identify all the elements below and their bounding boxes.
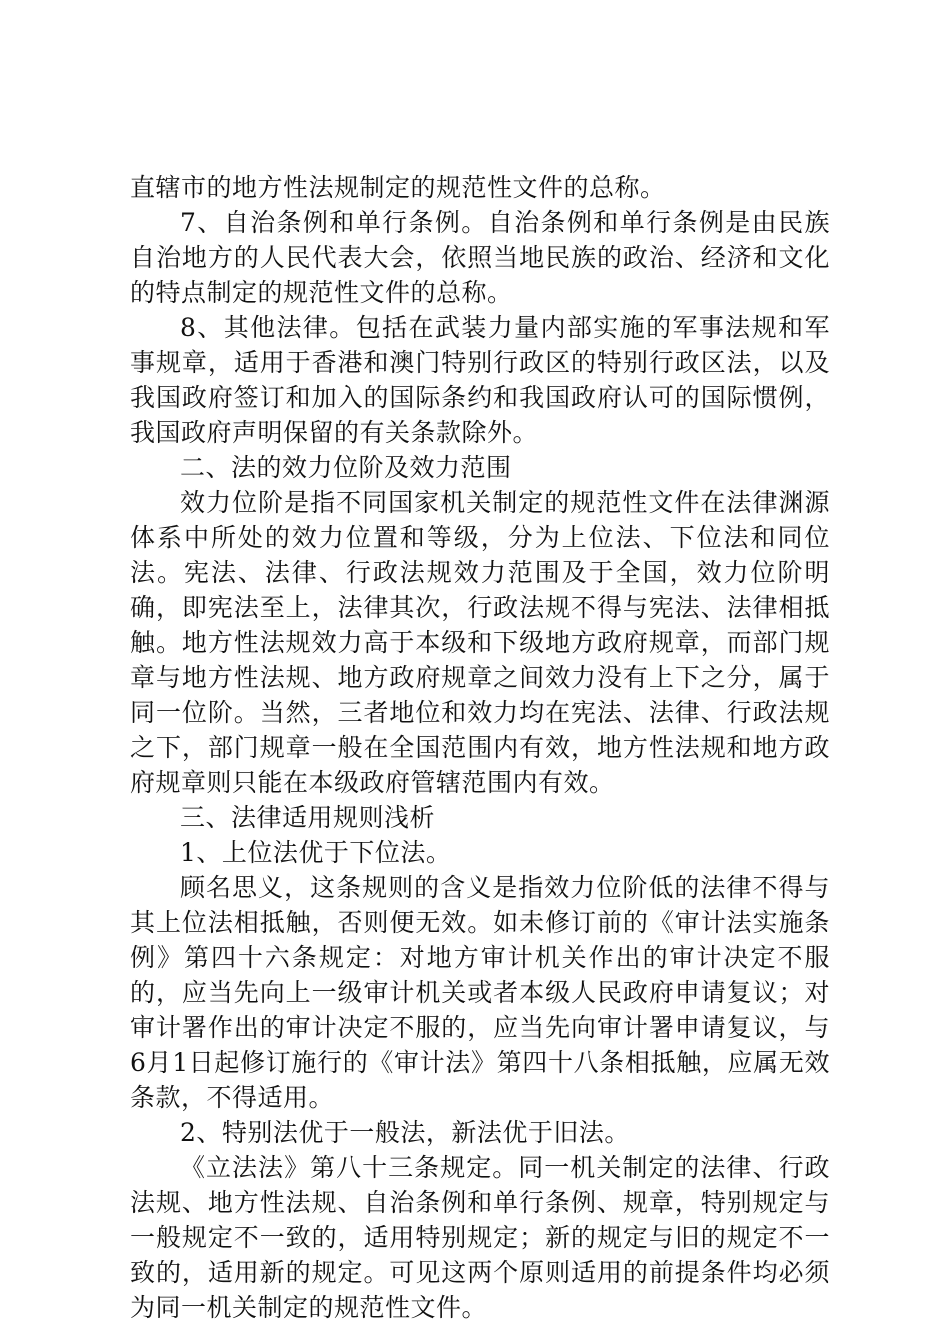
paragraph-item-8: 8、其他法律。包括在武装力量内部实施的军事法规和军事规章，适用于香港和澳门特别行政区的特别行政区法，以及我国政府签订和加入的国际条约和我国政府认可的国际惯例，我国政府声明保留的有关条款除外。: [130, 313, 830, 447]
paragraph-rule-2: 《立法法》第八十三条规定。同一机关制定的法律、行政法规、地方性法规、自治条例和单行条例、规章，特别规定与一般规定不一致的，适用特别规定；新的规定与旧的规定不一致的，适用新的规定。可见这两个原则适用的前提条件均必须为同一机关制定的规范性文件。: [130, 1153, 830, 1322]
paragraph-rule-1: 顾名思义，这条规则的含义是指效力位阶低的法律不得与其上位法相抵触，否则便无效。如未修订前的《审计法实施条例》第四十六条规定：对地方审计机关作出的审计决定不服的，应当先向上一级审计机关或者本级人民政府申请复议；对审计署作出的审计决定不服的，应当先向审计署申请复议，与6月1日起修订施行的《审计法》第四十八条相抵触，应属无效条款，不得适用。: [130, 873, 830, 1112]
rule-heading-2: 2、特别法优于一般法，新法优于旧法。: [180, 1118, 630, 1147]
paragraph-effect-hierarchy: 效力位阶是指不同国家机关制定的规范性文件在法律渊源体系中所处的效力位置和等级，分为上位法、下位法和同位法。宪法、法律、行政法规效力范围及于全国，效力位阶明确，即宪法至上，法律其次，行政法规不得与宪法、法律相抵触。地方性法规效力高于本级和下级地方政府规章，而部门规章与地方性法规、地方政府规章之间效力没有上下之分，属于同一位阶。当然，三者地位和效力均在宪法、法律、行政法规之下，部门规章一般在全国范围内有效，地方性法规和地方政府规章则只能在本级政府管辖范围内有效。: [130, 488, 830, 797]
paragraph-continuation: 直辖市的地方性法规制定的规范性文件的总称。: [130, 173, 666, 202]
section-heading-2: 二、法的效力位阶及效力范围: [180, 453, 512, 482]
paragraph-item-7: 7、自治条例和单行条例。自治条例和单行条例是由民族自治地方的人民代表大会，依照当地民族的政治、经济和文化的特点制定的规范性文件的总称。: [130, 208, 830, 307]
document-body: [130, 170, 830, 1325]
section-heading-3: 三、法律适用规则浅析: [180, 803, 436, 832]
rule-heading-1: 1、上位法优于下位法。: [180, 838, 452, 867]
